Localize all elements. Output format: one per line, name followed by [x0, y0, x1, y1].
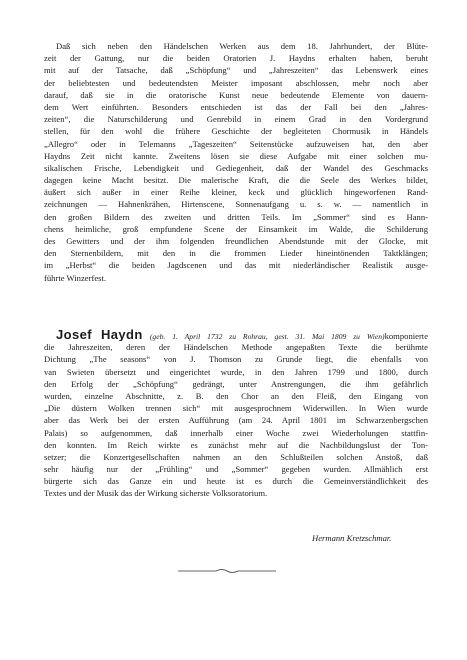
text-line: darauf, daß sie in die oratorische Kunst neue bedeutende Elemente von dauern-	[44, 89, 428, 100]
text-line: bürgerte sich das Ganze ein und heute ist es durch die Gemeinverständlichkeit des	[44, 476, 428, 487]
text-line: Dichtung „The seasons“ von J. Thomson zu Grunde liegt, die ebenfalls von	[44, 354, 428, 365]
first-line-text: komponierte	[384, 331, 428, 341]
text-line: „Allegro“ oder in Telemanns „Tageszeiten“ Seitenstücke aufzuweisen hat, den aber	[44, 138, 428, 149]
author-signature: Hermann Kretzschmar.	[312, 533, 392, 543]
composer-name: Josef Haydn	[56, 329, 143, 342]
text-line: van Swieten übersetzt und eingerichtet wurde, in den Jahren 1799 und 1800, durch	[44, 366, 428, 377]
text-line: äußert sich außer in einer Reihe kleiner, keck und glücklich hingeworfenen Rand-	[44, 187, 428, 198]
text-line: der beliebtesten und bedeutendsten Meister imposant abschlossen, mehr noch aber	[44, 77, 428, 88]
text-line: des Gewitters und der ihm folgenden freundlichen Abendstunde mit der Glocke, mit	[44, 236, 428, 246]
text-line: im „Herbst“ die beiden Jagdscenen und das mit niederländischer Realistik ausge-	[44, 260, 428, 271]
haydn-paragraph	[44, 329, 428, 500]
text-line: die Jahreszeiten, deren der Händelschen Methode angepaßten Texte die berühmte	[44, 342, 428, 353]
text-line: Haydns Zeit nicht kannte. Zweitens lösen sie diese Aufgabe mit einer solchen mu-	[44, 150, 428, 161]
text-line: sikalischen Frische, Lebendigkeit und Gediegenheit, daß der Wandel des Geschmacks	[44, 162, 428, 173]
text-line: stellen, für den wohl die frühere Geschichte der begleiteten Chormusik in Händels	[44, 126, 428, 137]
haydn-body-lines	[44, 341, 428, 499]
text-line: sehr häufig nur der „Frühling“ und „Sommer“ gegeben wurden. Allmählich erst	[44, 464, 428, 475]
text-line: dem Wert einführten. Besonders entschieden ist das der Fall bei den „Jahres-	[44, 101, 428, 112]
text-line: den großen Bildern des zweiten und dritten Teils. Im „Sommer“ sind es Hann-	[44, 211, 428, 222]
end-ornament-rule	[178, 568, 276, 574]
text-line: führte Winzerfest.	[44, 272, 107, 283]
text-line: Palais) so aufgenommen, daß innerhalb einer Woche zwei Wiederholungen stattfin-	[44, 427, 428, 438]
text-line: Textes und der Musik das der Wirkung sicherste Volksoratorium.	[44, 488, 268, 499]
text-line: zeit der Gattung, nur die beiden Oratorien J. Haydns erhalten haben, beruht	[44, 53, 428, 64]
text-line: zeichnungen — Hahnenkrähen, Hirtenscene, Sonnenaufgang u. s. w. — namentlich in	[44, 199, 428, 210]
text-line: dagegen keine Macht besitzt. Die malerische Kraft, die die Seele des Werkes bildet,	[44, 175, 428, 186]
text-line: chens heimliche, groß empfundene Scene der Einsamkeit im Walde, die Schilderung	[44, 223, 428, 234]
text-line: den konnten. Im Reich wirkte es zunächst mehr auf die Nachbildungslust der Ton-	[44, 439, 428, 450]
intro-paragraph	[44, 40, 428, 284]
text-line: „Die düstern Wolken trennen sich“ mit ausgesprochnem Widerwillen. In Wien wurde	[44, 403, 428, 414]
text-line: den Sternenbildern, mit den in die frommen Lieder hineintönenden Taktklängen;	[44, 248, 428, 259]
text-line: zeiten“, die Naturschilderung und Genrebild in einem Grad in den Vordergrund	[44, 114, 428, 125]
composer-dates: (geb. 1. April 1732 zu Rohrau, gest. 31. Mai 1809 zu Wien)	[149, 332, 385, 341]
haydn-first-line	[44, 329, 428, 341]
text-line: den Erfolg der „Schöpfung“ gedrängt, unter Anstrengungen, die ihm gefährlich	[44, 378, 428, 389]
text-line: mit auf der Tatsache, daß „Schöpfung“ und „Jahreszeiten“ das Lebenswerk eines	[44, 65, 428, 76]
text-line: aber das Werk bei der ersten Aufführung (am 24. April 1801 im Schwarzenbergschen	[44, 415, 428, 426]
text-line: wurden, einzelne Abschnitte, z. B. den Chor an den Fleiß, den Eingang von	[44, 390, 428, 401]
text-line: Daß sich neben den Händelschen Werken aus dem 18. Jahrhundert, der Blüte-	[56, 41, 428, 51]
text-line: setzer; die Konzertgesellschaften nahmen an den Schlußteilen solchen Anstoß, daß	[44, 451, 428, 462]
